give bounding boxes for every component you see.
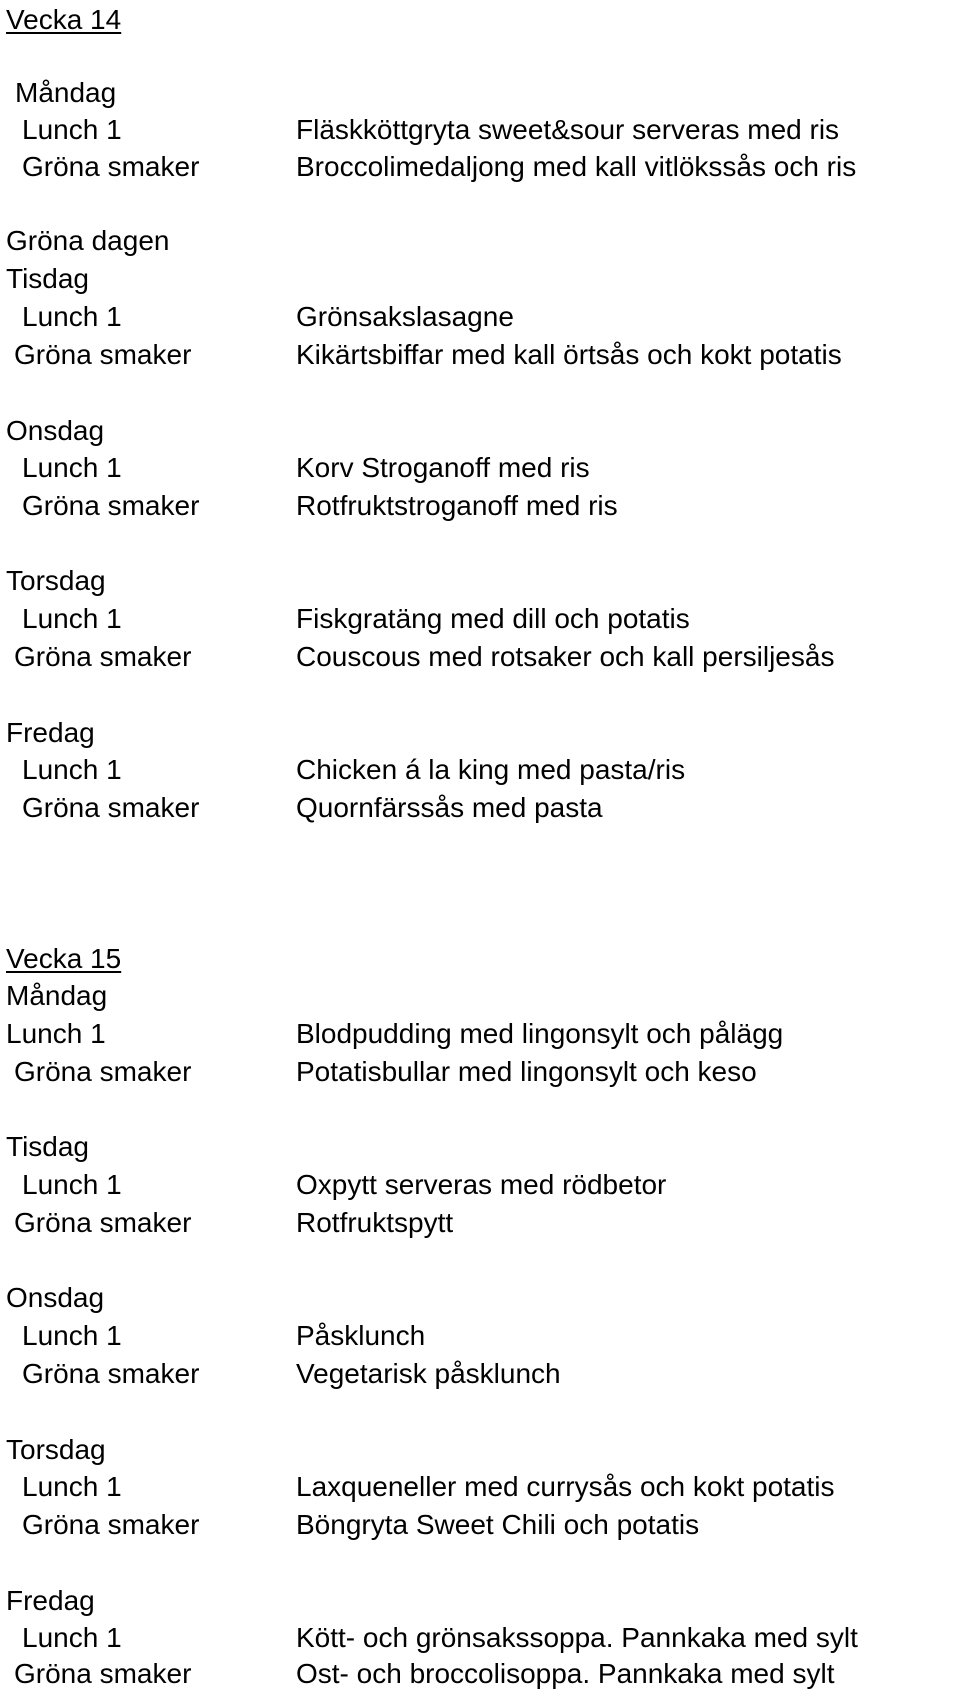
green-dish: Rotfruktstroganoff med ris [296, 490, 618, 521]
day-name: Torsdag [6, 565, 106, 596]
lunch-dish: Påsklunch [296, 1320, 426, 1351]
green-dish: Couscous med rotsaker och kall persiljesås [296, 641, 835, 672]
lunch-label: Lunch 1 [22, 754, 122, 785]
lunch-dish: Grönsakslasagne [296, 301, 514, 332]
lunch-dish: Korv Stroganoff med ris [296, 452, 590, 483]
lunch-label: Lunch 1 [22, 603, 122, 634]
lunch-label: Lunch 1 [22, 1169, 122, 1200]
green-label: Gröna smaker [22, 1509, 200, 1540]
green-label: Gröna smaker [22, 792, 200, 823]
green-dish: Broccolimedaljong med kall vitlökssås och ris [296, 151, 857, 182]
week-title: Vecka 15 [6, 943, 122, 974]
green-dish: Quornfärssås med pasta [296, 792, 603, 823]
day-name: Måndag [15, 77, 117, 108]
lunch-label: Lunch 1 [22, 1471, 122, 1502]
lunch-label: Lunch 1 [22, 452, 122, 483]
green-label: Gröna smaker [22, 1358, 200, 1389]
lunch-label: Lunch 1 [22, 1320, 122, 1351]
lunch-label: Lunch 1 [22, 1622, 122, 1653]
green-label: Gröna smaker [14, 1056, 192, 1087]
green-dish: Ost- och broccolisoppa. Pannkaka med sylt [296, 1658, 835, 1689]
lunch-dish: Kött- och grönsakssoppa. Pannkaka med sylt [296, 1622, 858, 1653]
green-dish: Vegetarisk påsklunch [296, 1358, 561, 1389]
day-name: Onsdag [6, 1282, 105, 1313]
day-note: Gröna dagen [6, 225, 170, 256]
lunch-dish: Fläskköttgryta sweet&sour serveras med ris [296, 114, 840, 145]
green-dish: Kikärtsbiffar med kall örtsås och kokt potatis [296, 339, 842, 370]
lunch-dish: Oxpytt serveras med rödbetor [296, 1169, 667, 1200]
green-label: Gröna smaker [22, 490, 200, 521]
green-dish: Böngryta Sweet Chili och potatis [296, 1509, 700, 1540]
lunch-dish: Blodpudding med lingonsylt och pålägg [296, 1018, 784, 1049]
green-dish: Potatisbullar med lingonsylt och keso [296, 1056, 757, 1087]
green-label: Gröna smaker [14, 339, 192, 370]
day-name: Måndag [6, 980, 108, 1011]
green-label: Gröna smaker [14, 641, 192, 672]
green-dish: Rotfruktspytt [296, 1207, 454, 1238]
day-name: Fredag [6, 1585, 95, 1616]
lunch-dish: Fiskgratäng med dill och potatis [296, 603, 690, 634]
lunch-dish: Chicken á la king med pasta/ris [296, 754, 686, 785]
green-label: Gröna smaker [14, 1207, 192, 1238]
day-name: Tisdag [6, 263, 90, 294]
day-name: Onsdag [6, 415, 105, 446]
lunch-label: Lunch 1 [22, 301, 122, 332]
green-label: Gröna smaker [14, 1658, 192, 1689]
lunch-label: Lunch 1 [6, 1018, 106, 1049]
day-name: Torsdag [6, 1434, 106, 1465]
lunch-label: Lunch 1 [22, 114, 122, 145]
lunch-dish: Laxqueneller med currysås och kokt potatis [296, 1471, 835, 1502]
day-name: Tisdag [6, 1131, 90, 1162]
week-title: Vecka 14 [6, 4, 122, 35]
green-label: Gröna smaker [22, 151, 200, 182]
day-name: Fredag [6, 717, 95, 748]
